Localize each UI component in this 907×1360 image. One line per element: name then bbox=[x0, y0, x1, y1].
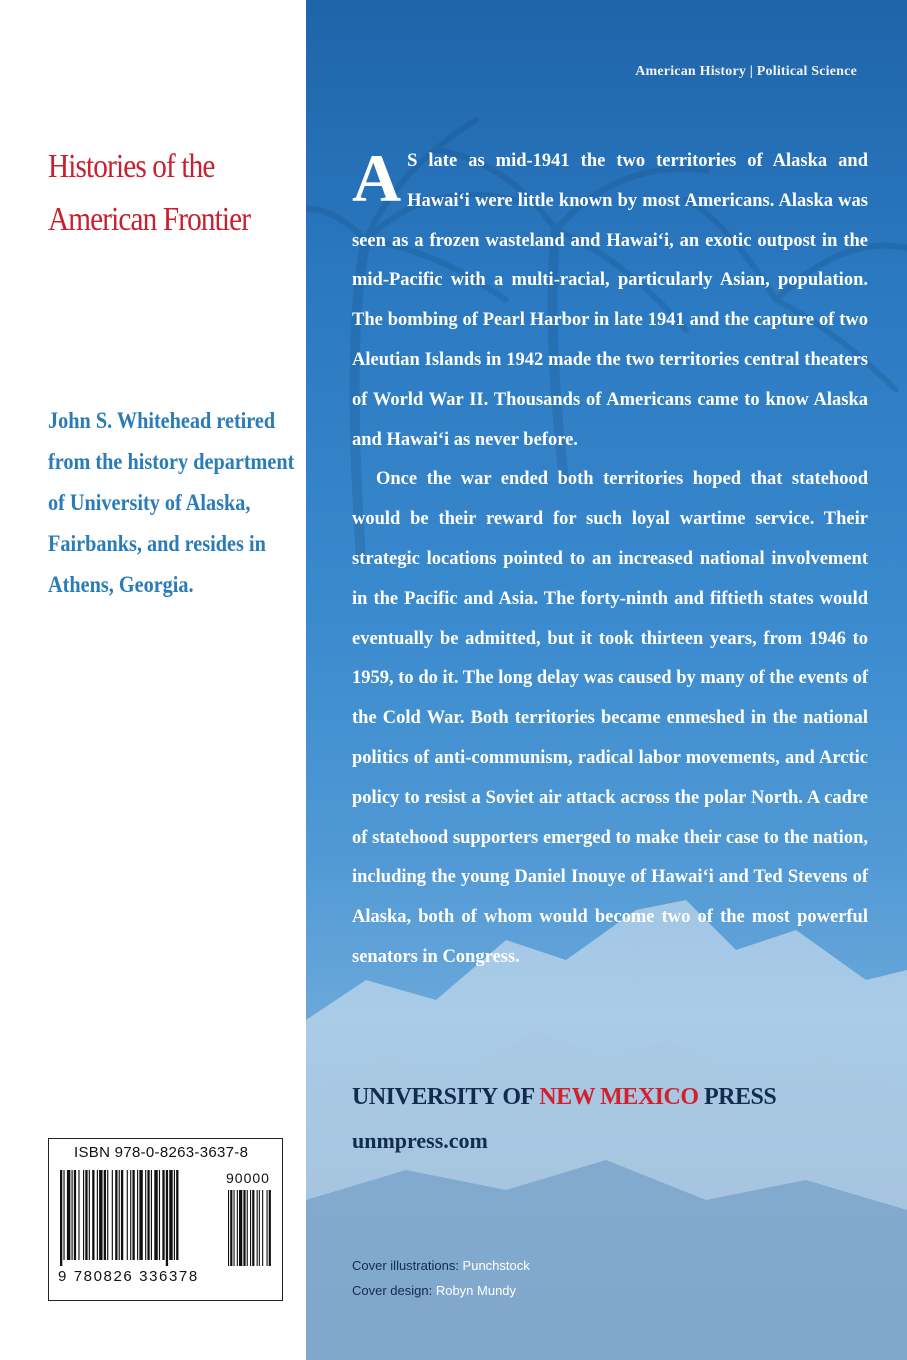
publisher-part-3: PRESS bbox=[698, 1084, 777, 1110]
author-bio: John S. Whitehead retired from the history department of University of Alaska, Fairbanks, and resides in Athens, Georgia. bbox=[48, 408, 295, 597]
paragraph-1-text: S late as mid-1941 the two territories of Alaska and Hawai‘i were little known by most Americans. Alaska was seen as a frozen wasteland and Hawai‘i, an exotic outpost in the mid-Pacific with a multi-racial, particularly Asian, population. The bombing of Pearl Harbor in late 1941 and the capture of two Aleutian Islands in 1942 made the two territories central theaters of World War II. Thousands of Americans came to know Alaska and Hawai‘i as never before. bbox=[352, 151, 868, 450]
credit-design bbox=[352, 1278, 530, 1303]
credit-illustrations-label: Cover illustrations: bbox=[352, 1258, 463, 1273]
drop-cap: A bbox=[352, 140, 402, 216]
description-paragraph-1 bbox=[352, 142, 868, 460]
series-title bbox=[48, 140, 263, 246]
series-title-line1: Histories of the bbox=[48, 148, 215, 185]
price-code: 90000 bbox=[226, 1170, 270, 1186]
publisher-website[interactable]: unmpress.com bbox=[352, 1128, 488, 1153]
credit-illustrations-value: Punchstock bbox=[462, 1258, 530, 1273]
isbn-label: ISBN 978-0-8263-3637-8 bbox=[74, 1144, 249, 1161]
cover-credits bbox=[352, 1253, 530, 1303]
back-cover-left-panel bbox=[0, 0, 306, 1360]
credit-design-value: Robyn Mundy bbox=[435, 1283, 517, 1298]
category-line: American History | Political Science bbox=[635, 64, 857, 79]
book-description bbox=[352, 142, 868, 978]
series-title-line2: American Frontier bbox=[48, 201, 251, 238]
publisher-name bbox=[352, 1084, 776, 1111]
description-paragraph-2: Once the war ended both territories hoped that statehood would be their reward for such loyal wartime service. Their strategic locations pointed to an increased national involvement in the Pacific and Asia. The forty-ninth and fiftieth states would eventually be admitted, but it took thirteen years, from 1946 to 1959, to do it. The long delay was caused by many of the events of the Cold War. Both territories became enmeshed in the national politics of anti-communism, radical labor movements, and Arctic policy to resist a Soviet air attack across the polar North. A cadre of statehood supporters emerged to make their case to the nation, including the young Daniel Inouye of Hawai‘i and Ted Stevens of Alaska, both of whom would become two of the most powerful senators in Congress. bbox=[352, 469, 868, 967]
isbn-digits: 9 780826 336378 bbox=[58, 1268, 199, 1285]
credit-design-label: Cover design: bbox=[352, 1283, 436, 1298]
back-cover-right-panel bbox=[306, 0, 907, 1360]
credit-illustrations bbox=[352, 1253, 530, 1278]
publisher-part-1: UNIVERSITY OF bbox=[352, 1084, 540, 1110]
publisher-part-2: NEW MEXICO bbox=[539, 1084, 699, 1110]
